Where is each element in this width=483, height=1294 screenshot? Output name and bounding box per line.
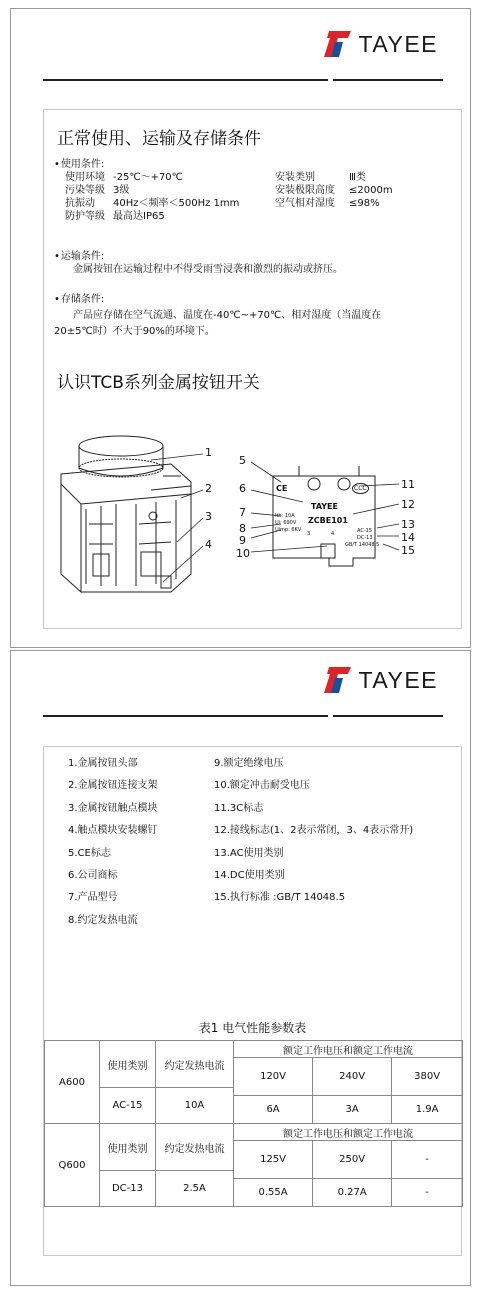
model-a600: A600 [45,1041,100,1124]
brand-logo [321,29,439,59]
model-q600: Q600 [45,1124,100,1207]
condition-label: 使用环境 [65,172,105,183]
callout-8: 8 [239,522,246,535]
legend-list-right [214,753,413,910]
condition-value: 最高达IP65 [113,211,165,222]
brand-name: TAYEE [358,30,438,57]
legend-list-left [68,753,158,932]
q600-current: 2.5A [156,1171,234,1207]
header-rated-current: 约定发热电流 [156,1041,234,1088]
condition-row [54,171,451,184]
legend-item: 15.执行标准 :GB/T 14048.5 [214,892,346,904]
callout-15: 15 [401,544,415,557]
legend-item: 13.AC使用类别 [214,847,284,859]
legend-item: 10.额定冲击耐受电压 [214,780,310,792]
product-figure [11,424,421,614]
transport-conditions-block [54,250,451,276]
legend-item: 9.额定绝缘电压 [214,758,284,769]
header-rated-voltage-current: 额定工作电压和额定工作电流 [234,1124,463,1141]
a600-voltage: 240V [313,1058,392,1096]
q600-rated-current: 0.27A [313,1179,392,1207]
condition-label: 安装类别 [275,172,315,183]
manual-page-2 [10,650,471,1286]
module-ui: Ui: 690V [275,520,297,526]
module-model: ZCBE101 [308,516,348,525]
legend-item: 3.金属按钮触点模块 [68,802,158,814]
callout-13: 13 [401,518,415,531]
condition-value: 3级 [113,185,130,196]
a600-rated-current: 6A [234,1096,313,1124]
header-rule-right [333,715,443,717]
callout-5: 5 [239,454,246,467]
brand-name: TAYEE [358,666,438,693]
storage-heading: • 存储条件: [54,292,451,308]
storage-text-line2: 20±5℃时）不大于90%的环境下。 [54,326,215,337]
header-use-class: 使用类别 [100,1041,156,1088]
a600-voltage: 380V [392,1058,463,1096]
module-brand: TAYEE [311,502,338,511]
callout-3: 3 [205,510,212,523]
spec-panel [43,746,462,1256]
module-terminal-4: 4 [331,531,335,537]
condition-row [54,210,451,223]
legend-item: 4.触点模块安装螺钉 [68,825,158,837]
legend-item: 2.金属按钮连接支架 [68,780,158,792]
callout-2: 2 [205,482,212,495]
condition-label: 安装极限高度 [275,185,335,196]
condition-row [54,184,451,197]
tayee-logo-icon [321,665,353,695]
legend-item: 8.约定发热电流 [68,914,138,926]
transport-text: 金属按钮在运输过程中不得受雨雪浸袭和激烈的振动或挤压。 [73,264,343,275]
callout-1: 1 [205,446,212,459]
condition-label: 防护等级 [65,211,105,222]
q600-rated-current: 0.55A [234,1179,313,1207]
manual-page-1 [10,8,471,648]
module-ac: AC-15 [357,528,372,534]
q600-voltage: 250V [313,1141,392,1179]
a600-rated-current: 1.9A [392,1096,463,1124]
ccc-mark-icon: CCC [354,485,367,492]
condition-value: Ⅲ类 [349,172,366,183]
ce-mark: CE [276,484,288,493]
header-rated-current: 约定发热电流 [156,1124,234,1171]
storage-conditions-block [54,292,451,340]
q600-use-class: DC-13 [100,1171,156,1207]
q600-rated-current: - [392,1179,463,1207]
callout-6: 6 [239,482,246,495]
callout-14: 14 [401,531,415,544]
callout-10: 10 [236,547,250,560]
section-title-conditions: 正常使用、运输及存储条件 [57,129,261,149]
a600-voltage: 120V [234,1058,313,1096]
callout-7: 7 [239,506,246,519]
callout-11: 11 [401,478,415,491]
table-caption: 表1 电气性能参数表 [198,1021,307,1035]
callout-12: 12 [401,498,415,511]
a600-rated-current: 3A [313,1096,392,1124]
legend-item: 6.公司商标 [68,870,118,882]
header-use-class: 使用类别 [100,1124,156,1171]
use-conditions-block [54,158,451,223]
legend-item: 7.产品型号 [68,892,118,904]
callout-4: 4 [205,538,212,551]
legend-item: 14.DC使用类别 [214,870,285,882]
a600-use-class: AC-15 [100,1088,156,1124]
condition-value: ≤2000m [349,185,393,196]
callout-lines-right [11,424,421,614]
q600-voltage: 125V [234,1141,313,1179]
condition-value: 40Hz＜频率＜500Hz 1mm [113,198,240,209]
electrical-parameters-table [44,1040,463,1207]
brand-logo [321,665,439,695]
module-dc: DC-13 [357,535,373,541]
legend-item: 5.CE标志 [68,847,111,859]
module-uimp: Uimp: 6KV [275,527,302,533]
module-standard: GB/T 14048.5 [345,542,380,548]
module-ith: Ith: 10A [275,513,295,519]
a600-current: 10A [156,1088,234,1124]
condition-label: 空气相对湿度 [275,198,335,209]
legend-item: 12.接线标志(1、2表示常闭，3、4表示常开) [214,825,414,837]
legend-item: 1.金属按钮头部 [68,758,138,769]
header-rule-left [43,715,328,717]
header-rated-voltage-current: 额定工作电压和额定工作电流 [234,1041,463,1058]
q600-voltage: - [392,1141,463,1179]
callout-9: 9 [239,534,246,547]
condition-label: 抗振动 [65,198,95,209]
condition-value: ≤98% [349,198,380,209]
condition-value: -25℃～+70℃ [113,172,183,183]
header-rule-left [43,79,328,81]
condition-label: 污染等级 [65,185,105,196]
legend-item: 11.3C标志 [214,802,264,814]
module-terminal-3: 3 [307,531,311,537]
storage-text-line1: 产品应存储在空气流通、温度在-40℃~+70℃、相对湿度（当温度在 [73,310,382,321]
use-conditions-heading: • 使用条件: [54,158,451,171]
tayee-logo-icon [321,29,353,59]
condition-row [54,197,451,210]
header-rule-right [333,79,443,81]
section-title-tcb: 认识TCB系列金属按钮开关 [57,373,260,393]
transport-heading: • 运输条件: [54,250,451,263]
